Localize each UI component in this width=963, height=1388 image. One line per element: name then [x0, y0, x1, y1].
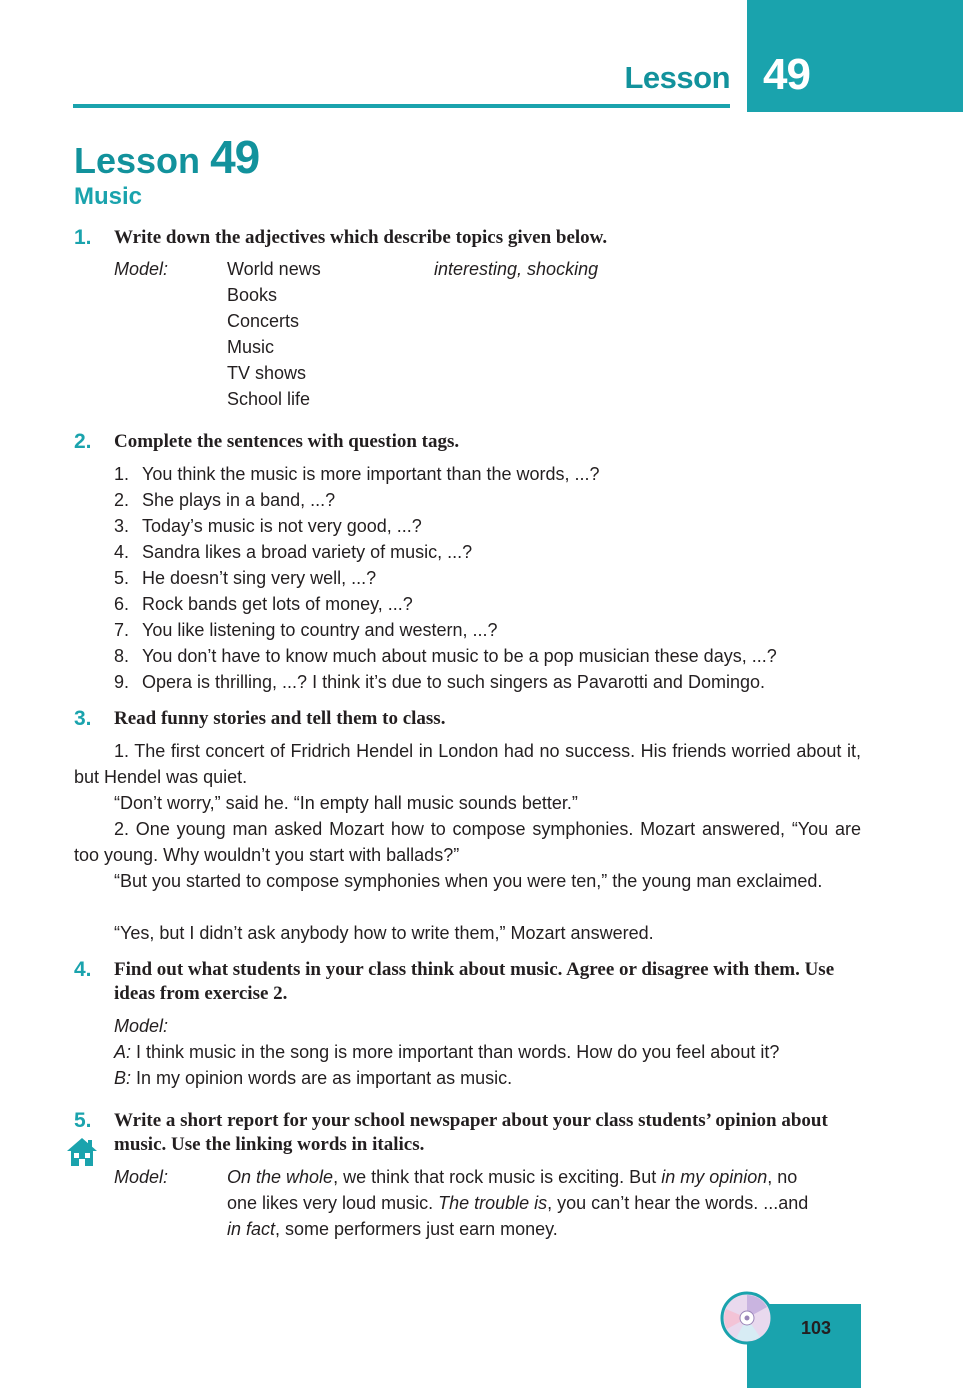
topic-item: TV shows — [227, 363, 307, 383]
report-text: , no — [767, 1167, 798, 1187]
speaker-a-text: I think music in the song is more important than words. How do you feel about it? — [131, 1042, 780, 1062]
story-paragraph: “Yes, but I didn’t ask anybody how to write them,” Mozart answered. — [114, 923, 654, 943]
dialogue-line-a — [114, 1039, 779, 1065]
exercise-4-number: 4. — [74, 958, 92, 981]
linking-phrase: On the whole — [227, 1167, 334, 1187]
exercise-2-number: 2. — [74, 430, 92, 453]
linking-phrase: in my opinion — [661, 1167, 768, 1187]
list-item-number: 8. — [114, 646, 130, 666]
story-paragraph: “Don’t worry,” said he. “In empty hall music sounds better.” — [114, 793, 578, 813]
speaker-b-label: B: — [114, 1068, 132, 1088]
report-text: one likes very loud music. — [227, 1193, 439, 1213]
list-item-number: 7. — [114, 620, 130, 640]
exercise-1-title: Write down the adjectives which describe topics given below. — [114, 227, 608, 248]
exercise-5-number: 5. — [74, 1109, 92, 1132]
exercise-5-model-label: Model: — [114, 1167, 169, 1187]
topic-item: Concerts — [227, 311, 300, 331]
list-item-number: 1. — [114, 464, 130, 484]
page-number: 103 — [801, 1318, 832, 1338]
page-title-word: Lesson — [74, 140, 201, 181]
linking-phrase: in fact — [227, 1219, 276, 1239]
list-item-text: You don’t have to know much about music to be a pop musician these days, ...? — [142, 646, 777, 666]
list-item-text: She plays in a band, ...? — [142, 490, 336, 510]
list-item-text: You think the music is more important than the words, ...? — [142, 464, 600, 484]
exercise-4-model-label: Model: — [114, 1016, 169, 1036]
home-icon — [66, 1137, 98, 1167]
list-item-text: He doesn’t sing very well, ...? — [142, 568, 377, 588]
page-title-number: 49 — [210, 131, 260, 183]
list-item-number: 3. — [114, 516, 130, 536]
report-text: , some performers just earn money. — [275, 1219, 558, 1239]
list-item-number: 6. — [114, 594, 130, 614]
model-answer: interesting, shocking — [434, 259, 599, 279]
report-line-3 — [227, 1216, 558, 1242]
list-item-text: Opera is thrilling, ...? I think it’s due to such singers as Pavarotti and Domingo. — [142, 672, 765, 692]
list-item-text: Today’s music is not very good, ...? — [142, 516, 422, 536]
linking-phrase: The trouble is — [438, 1193, 548, 1213]
page-title — [74, 130, 259, 184]
report-line-1 — [227, 1164, 797, 1190]
story-paragraph: “But you started to compose symphonies when you were ten,” the young man exclaimed. — [114, 871, 823, 891]
page-subtitle: Music — [74, 183, 143, 210]
exercise-3-title: Read funny stories and tell them to class. — [114, 708, 446, 729]
topic-item: Books — [227, 285, 278, 305]
exercise-2-title: Complete the sentences with question tags. — [114, 431, 460, 452]
topic-item: Music — [227, 337, 275, 357]
exercise-1-number: 1. — [74, 226, 92, 249]
header-rule — [73, 104, 730, 108]
exercise-1-model-label: Model: — [114, 259, 169, 279]
speaker-a-label: A: — [114, 1042, 132, 1062]
list-item-text: You like listening to country and western, ...? — [142, 620, 498, 640]
report-text: , you can’t hear the words. ...and — [547, 1193, 809, 1213]
cd-icon — [720, 1291, 774, 1345]
report-line-2 — [227, 1190, 808, 1216]
header-lesson-word: Lesson — [624, 60, 730, 95]
list-item-text: Rock bands get lots of money, ...? — [142, 594, 413, 614]
list-item-number: 5. — [114, 568, 130, 588]
story-paragraph: 2. One young man asked Mozart how to compose symphonies. Mozart answered, “You are too young. Why wouldn’t you start with ballads?” — [74, 819, 861, 865]
header-lesson-number: 49 — [763, 50, 810, 99]
report-text: , we think that rock music is exciting. But — [333, 1167, 662, 1187]
list-item-number: 9. — [114, 672, 130, 692]
topic-item: School life — [227, 389, 311, 409]
exercise-4-title: Find out what students in your class think about music. Agree or disagree with them. Use ideas from exercise 2. — [114, 959, 835, 1004]
list-item-text: Sandra likes a broad variety of music, ...? — [142, 542, 473, 562]
story-paragraph: 1. The first concert of Fridrich Hendel in London had no success. His friends worried about it, but Hendel was quiet. — [74, 741, 861, 787]
topic-item: World news — [227, 259, 321, 279]
list-item-number: 2. — [114, 490, 130, 510]
speaker-b-text: In my opinion words are as important as music. — [131, 1068, 513, 1088]
dialogue-line-b — [114, 1065, 512, 1091]
list-item-number: 4. — [114, 542, 130, 562]
exercise-5-title: Write a short report for your school newspaper about your class students’ opinion about music. Use the linking words in italics. — [114, 1110, 828, 1155]
exercise-3-number: 3. — [74, 707, 92, 730]
